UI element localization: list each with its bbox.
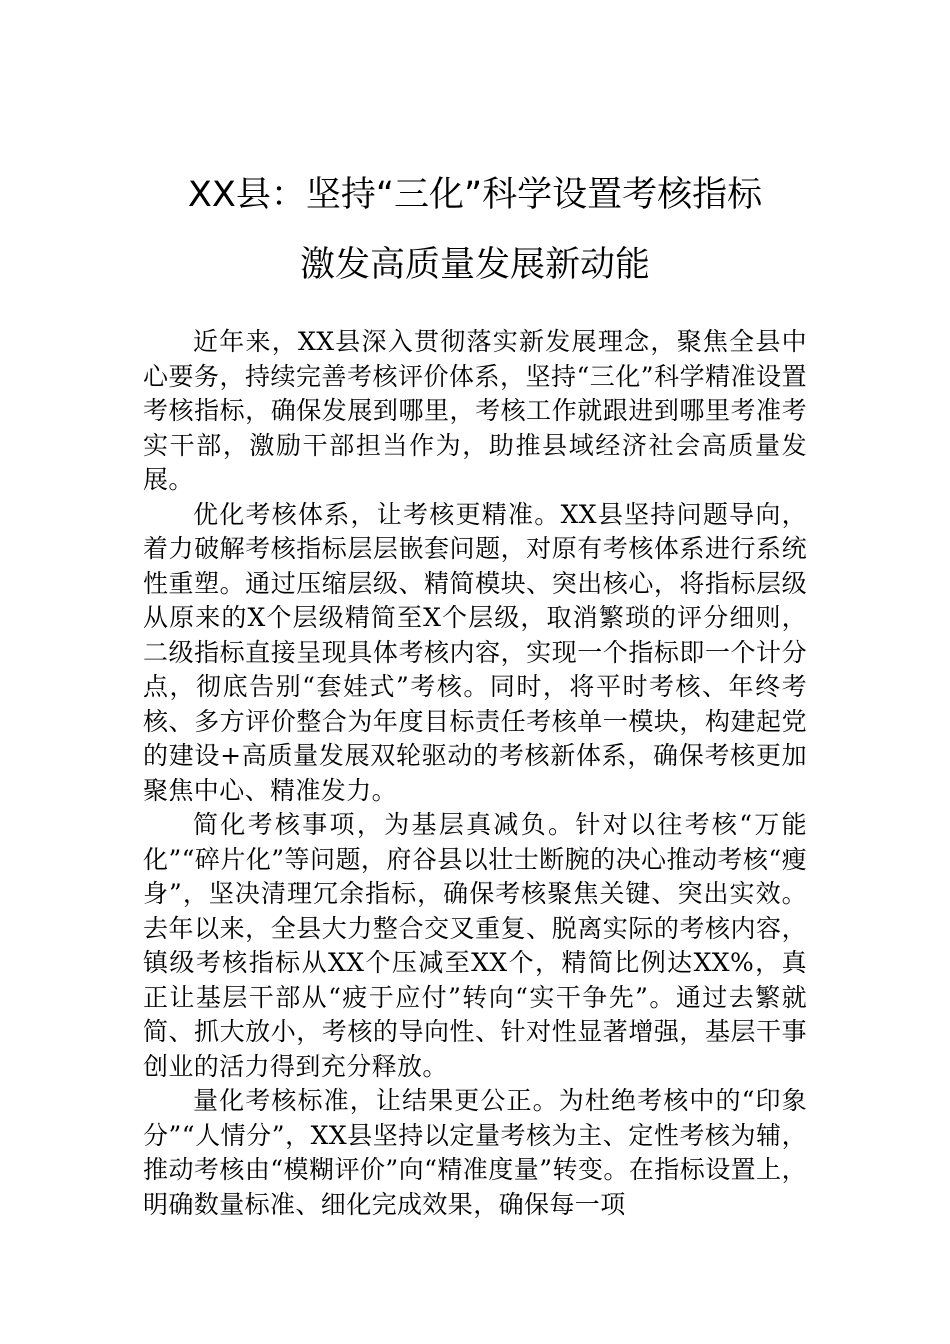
paragraph-quantify: 量化考核标准，让结果更公正。为杜绝考核中的“印象分”“人情分”，XX县坚持以定量考核为主、定性考核为辅，推动考核由“模糊评价”向“精准度量”转变。在指标设置上，明确数量标准、细化完成效果，确保每一项 bbox=[143, 1086, 807, 1219]
paragraph-simplify: 简化考核事项，为基层真减负。针对以往考核“万能化”“碎片化”等问题，府谷县以壮士断腕的决心推动考核“瘦身”，坚决清理冗余指标，确保考核聚焦关键、突出实效。去年以来，全县大力整合交叉重复、脱离实际的考核内容，镇级考核指标从XX个压减至XX个，精简比例达XX%，真正让基层干部从“疲于应付”转向“实干争先”。通过去繁就简、抓大放小，考核的导向性、针对性显著增强，基层干事创业的活力得到充分释放。 bbox=[143, 810, 807, 1081]
paragraph-intro: 近年来，XX县深入贯彻落实新发展理念，聚焦全县中心要务，持续完善考核评价体系，坚持“三化”科学精准设置考核指标，确保发展到哪里，考核工作就跟进到哪里考准考实干部，激励干部担当作为，助推县域经济社会高质量发展。 bbox=[143, 327, 807, 494]
title-line-2: 激发高质量发展新动能 bbox=[299, 245, 650, 285]
document-title bbox=[0, 160, 950, 300]
title-line-1: XX县：坚持“三化”科学设置考核指标 bbox=[187, 175, 763, 215]
document-body bbox=[143, 325, 807, 1222]
paragraph-optimize: 优化考核体系，让考核更精准。XX县坚持问题导向，着力破解考核指标层层嵌套问题，对原有考核体系进行系统性重塑。通过压缩层级、精简模块、突出核心，将指标层级从原来的X个层级精简至X个层级，取消繁琐的评分细则，二级指标直接呈现具体考核内容，实现一个指标即一个计分点，彻底告别“套娃式”考核。同时，将平时考核、年终考核、多方评价整合为年度目标责任考核单一模块，构建起党的建设+高质量发展双轮驱动的考核新体系，确保考核更加聚焦中心、精准发力。 bbox=[143, 499, 807, 805]
